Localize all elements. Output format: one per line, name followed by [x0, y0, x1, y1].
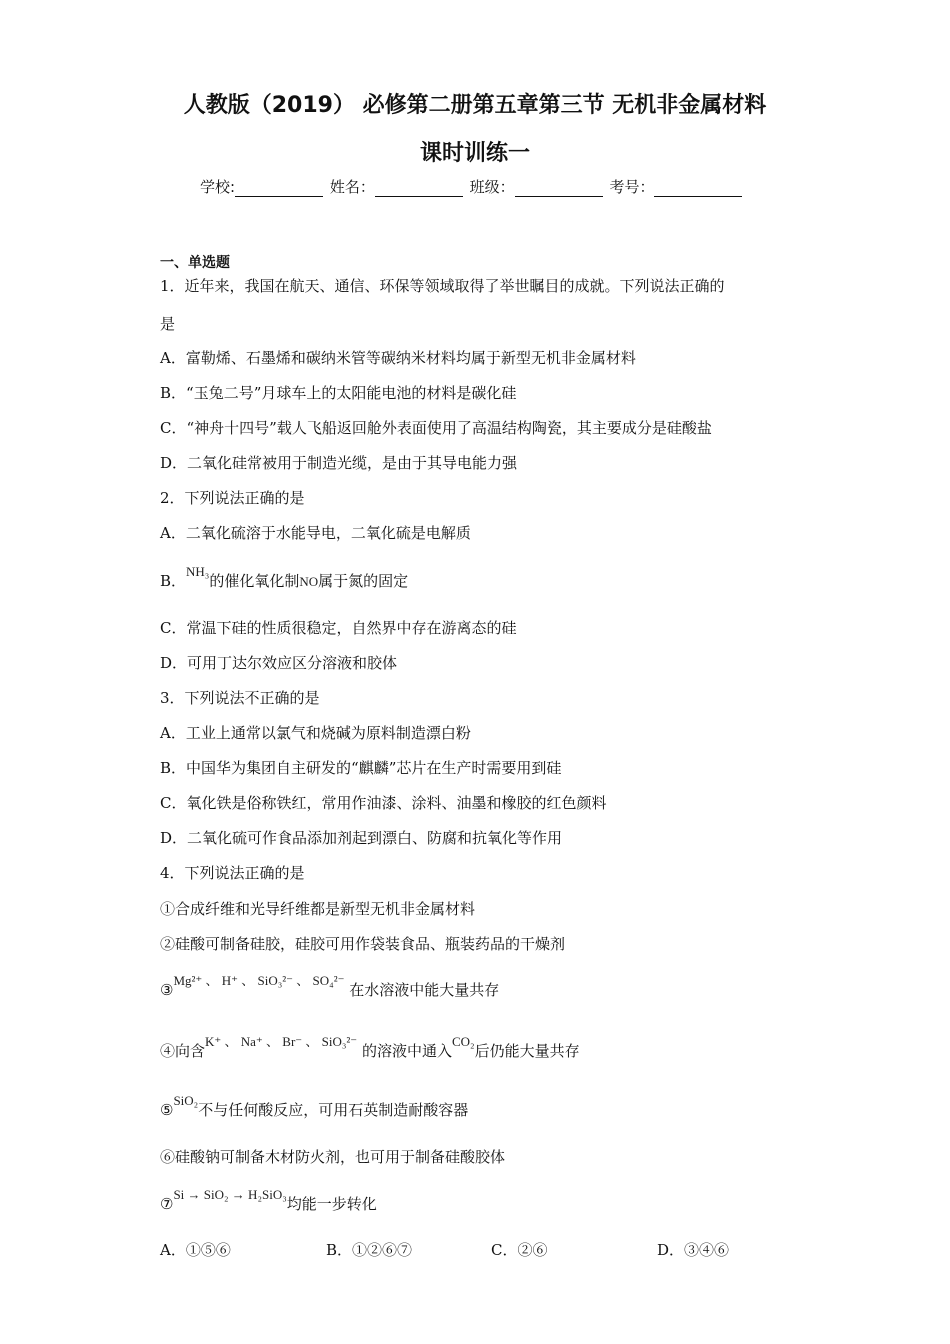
number-blank[interactable]	[654, 182, 742, 197]
q4-s5-text: 不与任何酸反应，可用石英制造耐酸容器	[198, 1101, 469, 1119]
q4-s4-text1: 的溶液中通入	[361, 1042, 452, 1060]
q4-s3-prefix: ③	[160, 981, 174, 999]
q2-b-text1: 的催化氧化制	[209, 572, 300, 590]
q4-s4-text2: 后仍能大量共存	[474, 1042, 580, 1060]
q2-option-a: A．二氧化硫溶于水能导电，二氧化硫是电解质	[160, 524, 471, 542]
q4-s3-ions: Mg²⁺ 、 H⁺ 、 SiO₃²⁻ 、 SO₄²⁻	[173, 973, 345, 988]
q4-option-a: A．①⑤⑥	[160, 1241, 231, 1259]
q2-option-b	[160, 564, 409, 591]
q2-stem: 2．下列说法正确的是	[160, 489, 305, 507]
q4-statement-4	[160, 1034, 580, 1061]
q1-stem-line1: 1．近年来，我国在航天、通信、环保等领域取得了举世瞩目的成就。下列说法正确的	[160, 277, 725, 295]
q1-stem-line2: 是	[160, 315, 176, 333]
class-label: 班级：	[469, 178, 515, 196]
q1-option-a: A．富勒烯、石墨烯和碳纳米管等碳纳米材料均属于新型无机非金属材料	[160, 349, 636, 367]
q1-option-c: C．“神舟十四号”载人飞船返回舱外表面使用了高温结构陶瓷，其主要成分是硅酸盐	[160, 419, 712, 437]
q4-statement-5	[160, 1093, 469, 1120]
q3-option-a: A．工业上通常以氯气和烧碱为原料制造漂白粉	[160, 724, 471, 742]
q4-s7-prefix: ⑦	[160, 1195, 174, 1213]
student-info	[200, 176, 744, 197]
q1-option-b: B．“玉兔二号”月球车上的太阳能电池的材料是碳化硅	[160, 384, 517, 402]
q4-statement-1: ①合成纤维和光导纤维都是新型无机非金属材料	[160, 900, 476, 918]
school-label: 学校:	[200, 178, 236, 196]
q4-s3-text: 在水溶液中能大量共存	[349, 981, 500, 999]
q4-s4-formula: CO₂	[451, 1034, 475, 1049]
q4-option-c: C．②⑥	[491, 1241, 548, 1259]
q3-option-c: C．氧化铁是俗称铁红，常用作油漆、涂料、油墨和橡胶的红色颜料	[160, 794, 607, 812]
school-blank[interactable]	[235, 182, 323, 197]
q1-option-d: D．二氧化硅常被用于制造光缆，是由于其导电能力强	[160, 454, 518, 472]
q4-s4-ions: K⁺ 、 Na⁺ 、 Br⁻ 、 SiO₃²⁻	[205, 1034, 358, 1049]
q4-statement-2: ②硅酸可制备硅胶，硅胶可用作袋装食品、瓶装药品的干燥剂	[160, 935, 566, 953]
q4-s5-formula: SiO₂	[173, 1093, 199, 1108]
q4-statement-6: ⑥硅酸钠可制备木材防火剂，也可用于制备硅酸胶体	[160, 1148, 506, 1166]
q3-stem: 3．下列说法不正确的是	[160, 689, 320, 707]
q2-b-text2: 属于氮的固定	[318, 572, 409, 590]
q4-s7-text: 均能一步转化	[286, 1195, 377, 1213]
q2-option-d: D．可用丁达尔效应区分溶液和胶体	[160, 654, 398, 672]
q4-statement-7	[160, 1187, 377, 1214]
q2-b-prefix: B．	[160, 572, 187, 590]
q4-statement-3	[160, 973, 500, 1000]
q4-s5-prefix: ⑤	[160, 1101, 174, 1119]
q4-option-b: B．①②⑥⑦	[326, 1241, 413, 1259]
name-blank[interactable]	[375, 182, 463, 197]
doc-subtitle: 课时训练一	[419, 141, 530, 166]
doc-title: 人教版（2019） 必修第二册第五章第三节 无机非金属材料	[183, 93, 767, 118]
q4-option-d: D．③④⑥	[657, 1241, 730, 1259]
q2-b-formula: NH₃	[186, 564, 210, 579]
section-heading: 一、单选题	[160, 255, 230, 271]
q4-s4-prefix: ④向含	[160, 1042, 206, 1060]
number-label: 考号：	[609, 178, 655, 196]
q4-stem: 4．下列说法正确的是	[160, 864, 305, 882]
q3-option-d: D．二氧化硫可作食品添加剂起到漂白、防腐和抗氧化等作用	[160, 829, 563, 847]
q3-option-b: B．中国华为集团自主研发的“麒麟”芯片在生产时需要用到硅	[160, 759, 562, 777]
class-blank[interactable]	[515, 182, 603, 197]
q4-s7-formula: Si → SiO₂ → H₂SiO₃	[173, 1187, 287, 1202]
q2-option-c: C．常温下硅的性质很稳定，自然界中存在游离态的硅	[160, 619, 517, 637]
q2-b-formula2: NO	[299, 574, 319, 589]
name-label: 姓名：	[329, 178, 375, 196]
